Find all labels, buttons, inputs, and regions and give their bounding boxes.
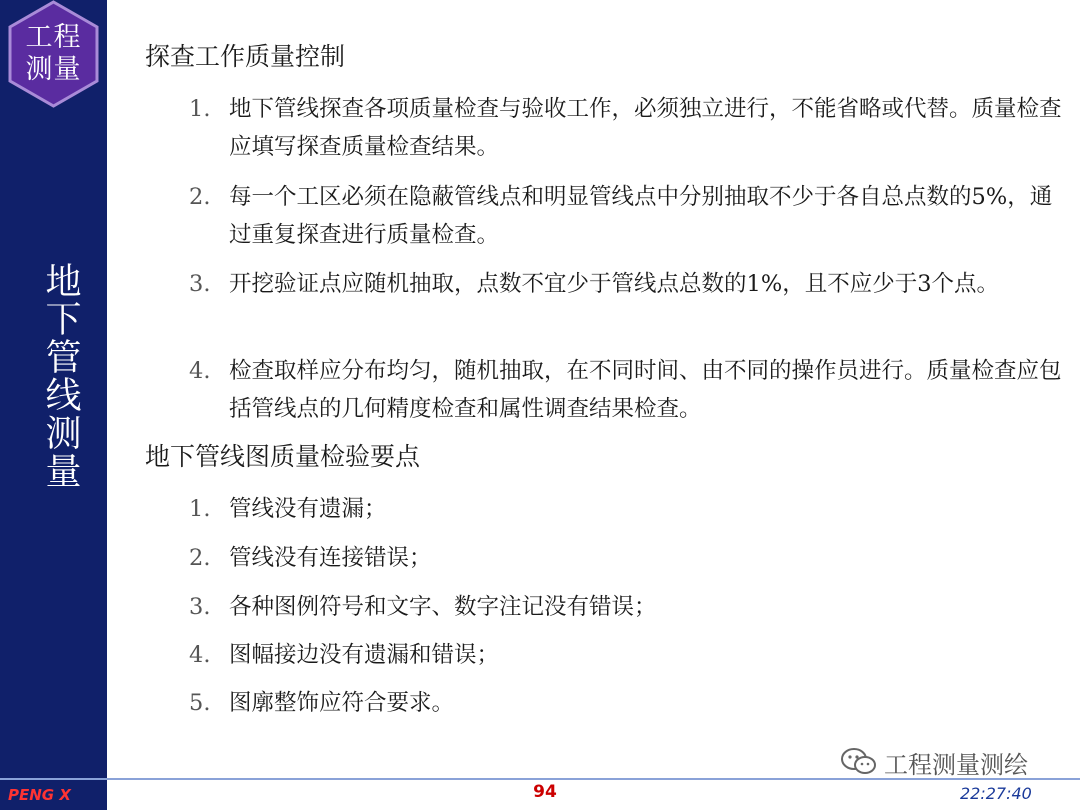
chapter-title: 地下管线测量 bbox=[40, 262, 81, 490]
list-item bbox=[189, 684, 1069, 722]
badge-line-1: 工程 bbox=[25, 22, 82, 53]
list-item bbox=[189, 490, 1069, 528]
sidebar bbox=[0, 0, 107, 810]
item-text: 地下管线探查各项质量检查与验收工作，必须独立进行，不能省略或代替。质量检查应填写探查质量检查结果。 bbox=[229, 96, 1062, 160]
item-number: 3. bbox=[189, 594, 211, 620]
footer-divider bbox=[0, 778, 1080, 780]
list-item bbox=[189, 178, 1069, 254]
list-item bbox=[189, 265, 1069, 303]
item-text: 图廓整饰应符合要求。 bbox=[229, 690, 455, 716]
list-item bbox=[189, 588, 1069, 626]
item-text: 检查取样应分布均匀，随机抽取，在不同时间、由不同的操作员进行。质量检查应包括管线点的几何精度检查和属性调查结果检查。 bbox=[229, 358, 1062, 422]
badge-line-2: 测量 bbox=[25, 54, 82, 85]
item-text: 各种图例符号和文字、数字注记没有错误； bbox=[229, 594, 657, 620]
wechat-icon bbox=[840, 747, 878, 777]
item-text: 管线没有遗漏； bbox=[229, 496, 387, 522]
list-item bbox=[189, 539, 1069, 577]
item-number: 2. bbox=[189, 184, 211, 210]
item-number: 5. bbox=[189, 690, 211, 716]
watermark-text: 工程测量测绘 bbox=[884, 750, 1028, 779]
section-heading-inspection-quality: 探查工作质量控制 bbox=[145, 42, 346, 71]
watermark bbox=[840, 744, 1028, 780]
item-number: 3. bbox=[189, 271, 211, 297]
list-item bbox=[189, 90, 1069, 166]
section-heading-map-inspection: 地下管线图质量检验要点 bbox=[145, 442, 421, 471]
page-number: 94 bbox=[533, 782, 557, 802]
list-item bbox=[189, 352, 1069, 428]
item-number: 2. bbox=[189, 545, 211, 571]
list-item bbox=[189, 636, 1069, 674]
item-text: 图幅接边没有遗漏和错误； bbox=[229, 642, 500, 668]
item-text: 管线没有连接错误； bbox=[229, 545, 432, 571]
item-number: 4. bbox=[189, 642, 211, 668]
footer-author: PENG X bbox=[0, 780, 107, 810]
item-number: 1. bbox=[189, 96, 211, 122]
course-badge bbox=[7, 0, 100, 108]
item-number: 1. bbox=[189, 496, 211, 522]
course-badge-text bbox=[7, 22, 100, 86]
item-number: 4. bbox=[189, 358, 211, 384]
footer-time: 22:27:40 bbox=[960, 784, 1032, 803]
item-text: 每一个工区必须在隐蔽管线点和明显管线点中分别抽取不少于各自总点数的5%，通过重复探查进行质量检查。 bbox=[229, 184, 1053, 248]
item-text: 开挖验证点应随机抽取，点数不宜少于管线点总数的1%，且不应少于3个点。 bbox=[229, 271, 1000, 297]
